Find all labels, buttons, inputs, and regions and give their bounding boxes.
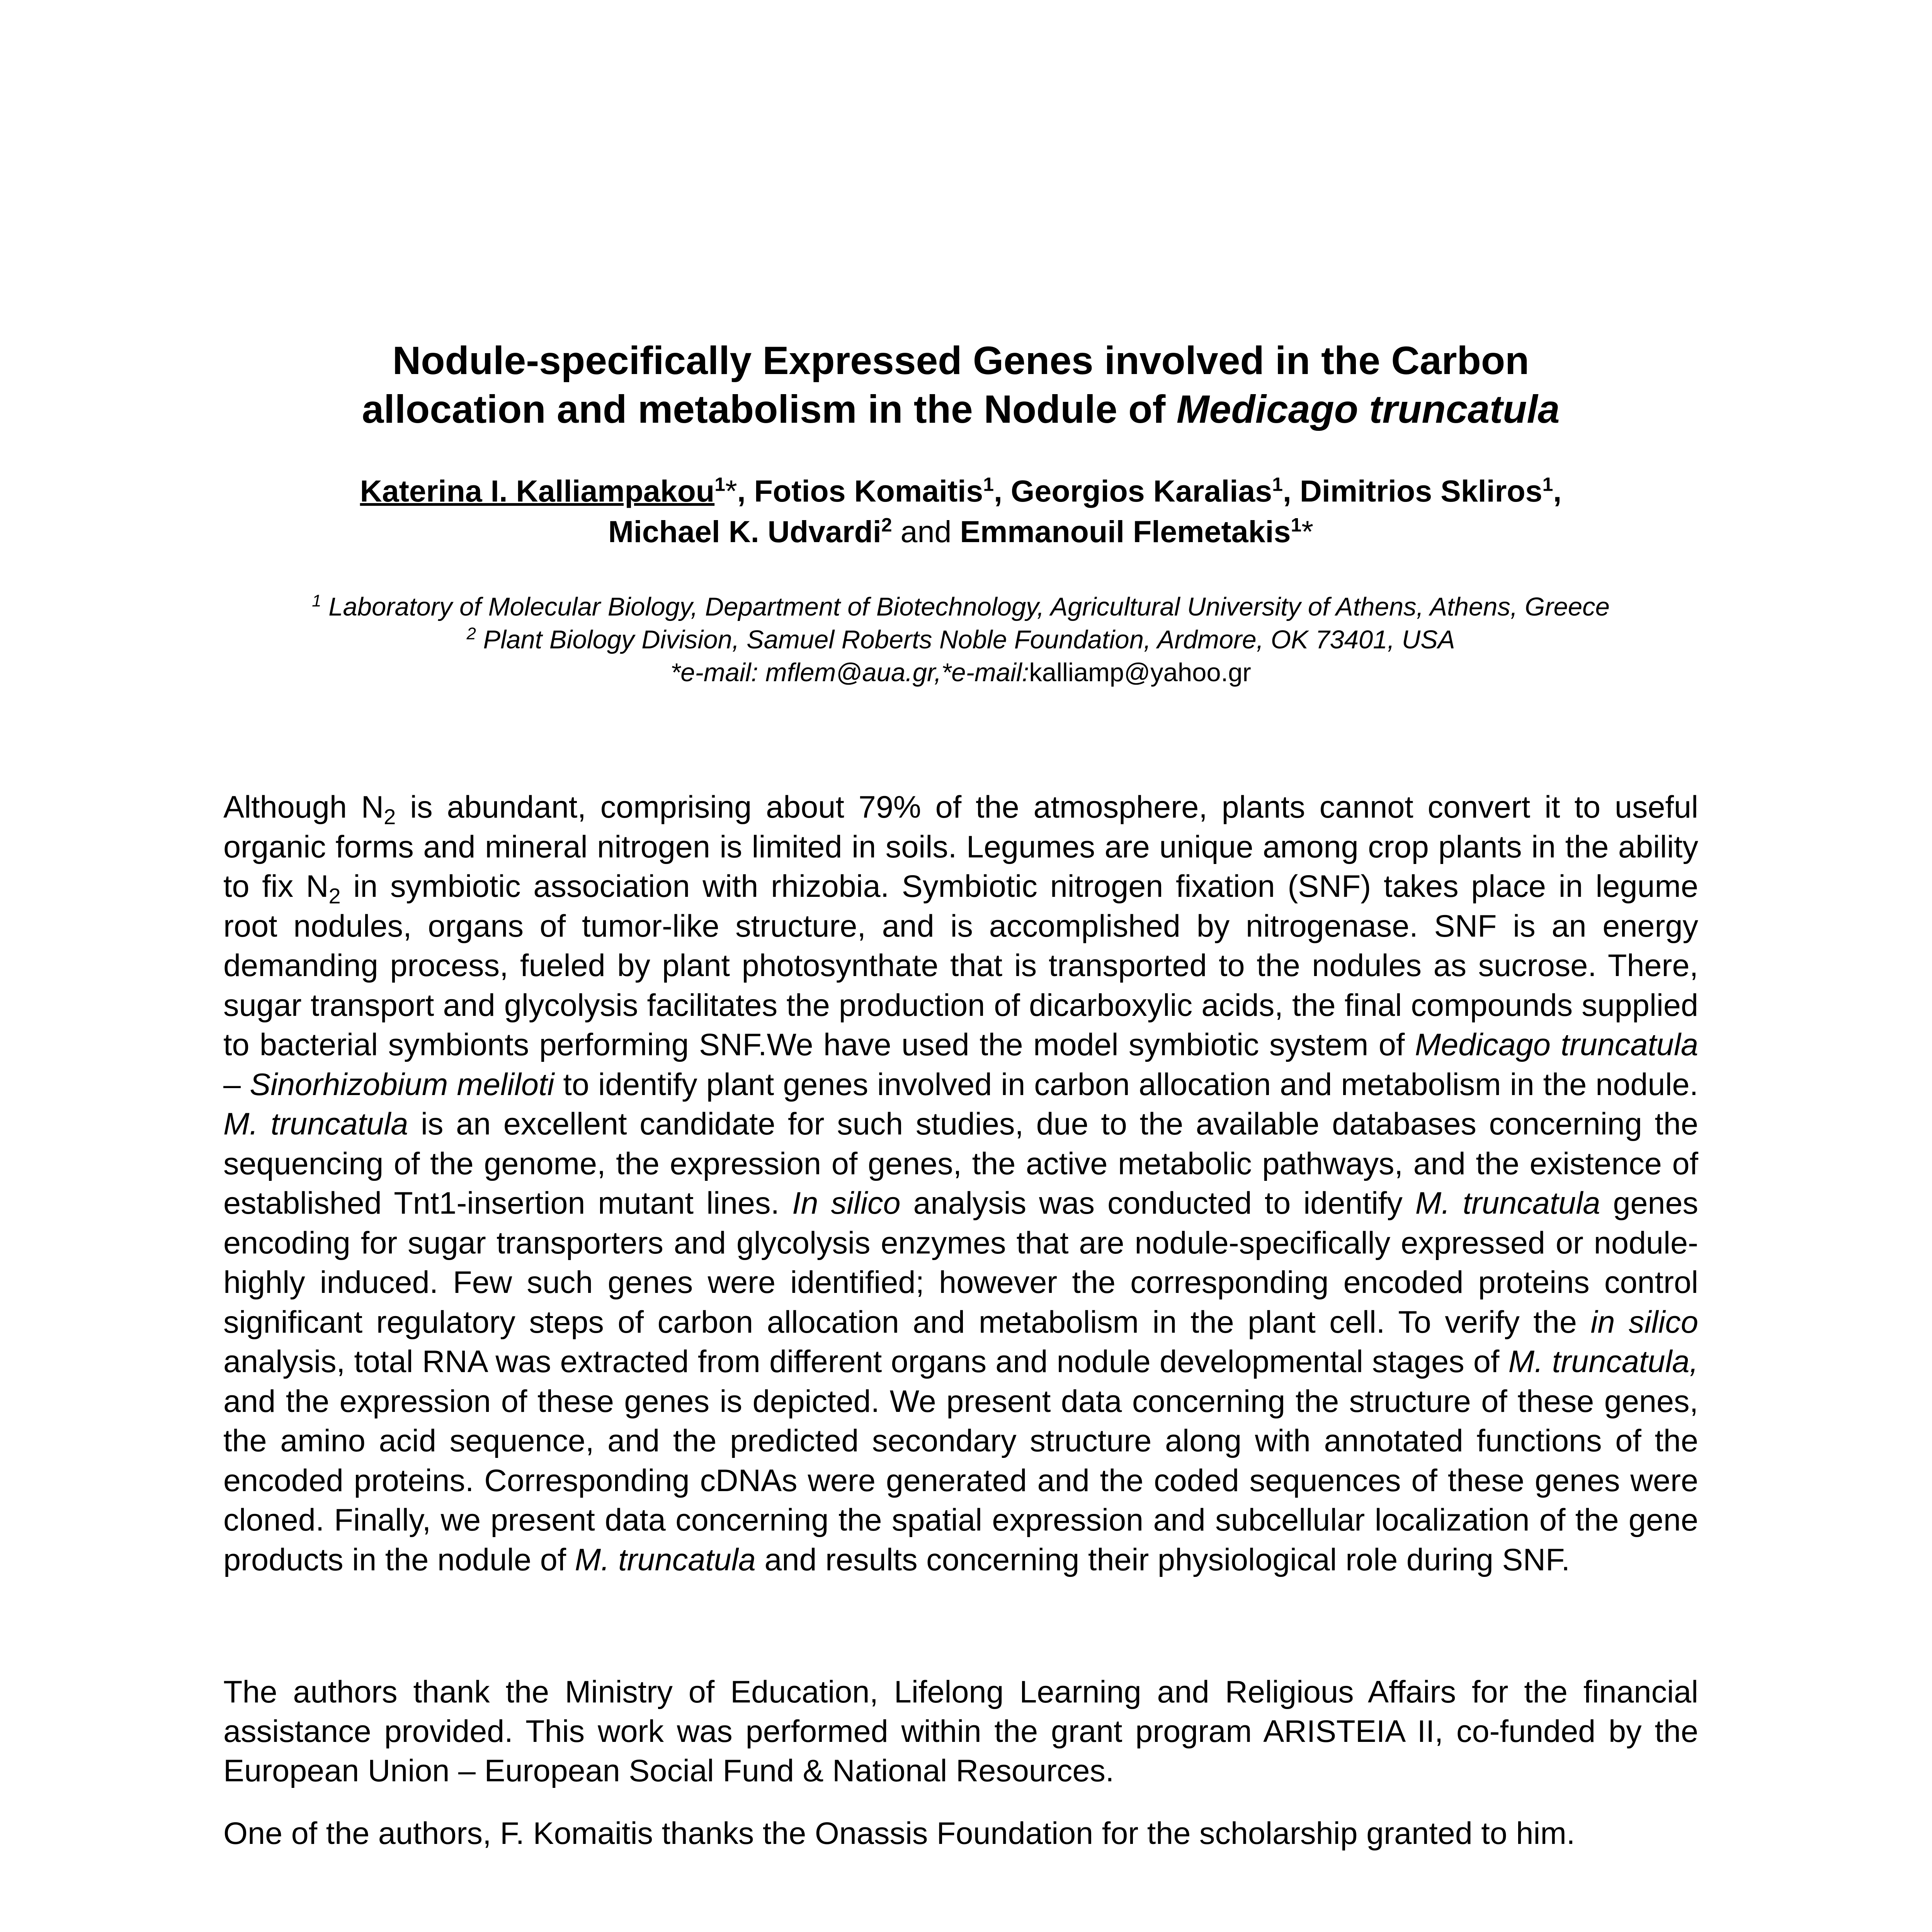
affiliation-number: 2 [466, 624, 476, 643]
acknowledgement-paragraph: One of the authors, F. Komaitis thanks the Onassis Foundation for the scholarship granted to him. [223, 1816, 1575, 1851]
abstract-text: analysis was conducted to identify [900, 1186, 1415, 1221]
abstract-text: is an excellent candidate for such studies, due to the available databases concerning the sequencing of the genome, the expression of genes, the active metabolic pathways, and the existence of established Tnt1-insertion mutant lines. [223, 1107, 1699, 1221]
abstract-text: Although N [223, 790, 384, 825]
author-affiliation-mark: 1 [1272, 473, 1283, 495]
abstract-text: in symbiotic association with rhizobia. Symbiotic nitrogen fixation (SNF) takes place in legume root nodules, organs of tumor-like structure, and is accomplished by nitrogenase. SNF is an energy demanding process, fueled by plant photosynthate that is transported to the nodules as sucrose. There, sugar transport and glycolysis facilitates the production of dicarboxylic acids, the final compounds supplied to bacterial symbionts performing SNF.We have used the model symbiotic system of [223, 869, 1698, 1062]
abstract-text: analysis, total RNA was extracted from different organs and nodule developmental stages of [223, 1344, 1509, 1379]
author-name: Emmanouil Flemetakis [960, 514, 1291, 549]
author-name: Dimitrios Skliros [1299, 474, 1543, 508]
author-name: Fotios Komaitis [754, 474, 983, 508]
title-line-1: Nodule-specifically Expressed Genes involved in the Carbon [392, 338, 1529, 383]
corresponding-mark: * [725, 474, 737, 508]
author-affiliation-mark: 1 [983, 473, 994, 495]
subscript: 2 [384, 804, 396, 829]
paper-page [223, 336, 1698, 1853]
abstract-paragraph [223, 787, 1698, 1580]
author-conjunction: and [892, 514, 960, 549]
italic-term: In silico [792, 1186, 901, 1221]
author-name: Katerina I. Kalliampakou [360, 474, 715, 508]
species-name: M. truncatula [223, 1107, 408, 1141]
abstract-text: and the expression of these genes is depicted. We present data concerning the structure of these genes, the amino acid sequence, and the predicted secondary structure along with annotated functions of the encoded proteins. Corresponding cDNAs were generated and the coded sequences of these genes were cloned. Finally, we present data concerning the spatial expression and subcellular localization of the gene products in the nodule of [223, 1384, 1698, 1577]
affiliations [223, 590, 1698, 689]
author-affiliation-mark: 1 [1542, 473, 1553, 495]
affiliation-1: Laboratory of Molecular Biology, Department of Biotechnology, Agricultural University of Athens, Athens, Greece [321, 592, 1610, 621]
author-name: Michael K. Udvardi [608, 514, 881, 549]
corresponding-mark: * [1301, 514, 1313, 549]
affiliation-2: Plant Biology Division, Samuel Roberts Noble Foundation, Ardmore, OK 73401, USA [476, 625, 1455, 654]
subscript: 2 [328, 884, 341, 908]
author-affiliation-mark: 2 [881, 514, 892, 536]
abstract-text: is abundant, comprising about 79% of the atmosphere, plants cannot convert it to useful organic forms and mineral nitrogen is limited in soils. Legumes are unique among crop plants in the ability to fix N [223, 790, 1698, 904]
species-name: M. truncatula [575, 1542, 756, 1577]
italic-term: in silico [1590, 1304, 1698, 1340]
species-name: Sinorhizobium meliloti [250, 1067, 554, 1102]
author-affiliation-mark: 1 [1291, 514, 1302, 536]
species-name: M. truncatula, [1508, 1344, 1698, 1379]
species-name: Medicago truncatula [1415, 1027, 1699, 1062]
acknowledgement-paragraph: The authors thank the Ministry of Education, Lifelong Learning and Religious Affairs for the financial assistance provided. This work was performed within the grant program ARISTEIA II, co-funded by the European Union – European Social Fund & National Resources. [223, 1675, 1698, 1788]
email-address: kalliamp@yahoo.gr [1029, 658, 1251, 687]
title-species: Medicago truncatula [1176, 387, 1560, 431]
abstract-text: genes encoding for sugar transporters and glycolysis enzymes that are nodule-specifically expressed or nodule-highly induced. Few such genes were identified; however the corresponding encoded proteins control significant regulatory steps of carbon allocation and metabolism in the plant cell. To verify the [223, 1186, 1699, 1340]
author-list: Katerina I. Kalliampakou$^1$*, Fotios Komaitis$^1$, Georgios Karalias$^1$, Dimitrios Skliros$^1$, Michael K. Udvardi$^2$ and Emmanouil Flemetakis$^1$* [360, 473, 1562, 549]
paper-title [223, 336, 1698, 434]
author-name: Georgios Karalias [1010, 474, 1272, 508]
title-line-2: allocation and metabolism in the Nodule of [362, 387, 1177, 431]
author-affiliation-mark: 1 [714, 473, 725, 495]
abstract-text: and results concerning their physiological role during SNF. [755, 1542, 1570, 1577]
affiliation-number: 1 [312, 591, 321, 611]
species-name: M. truncatula [1415, 1186, 1600, 1221]
abstract-text: – [223, 1067, 250, 1102]
abstract-text: to identify plant genes involved in carbon allocation and metabolism in the nodule. [554, 1067, 1698, 1102]
email-label: *e-mail: mflem@aua.gr,*e-mail: [670, 658, 1029, 687]
